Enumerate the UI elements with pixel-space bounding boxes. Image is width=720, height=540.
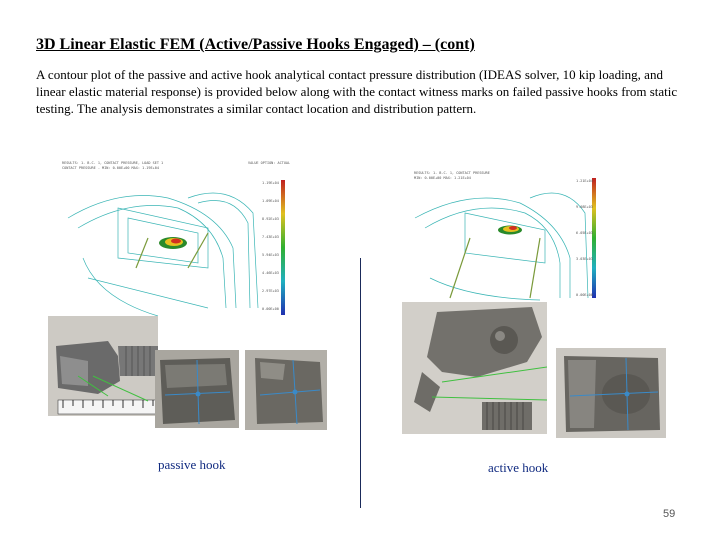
active-fem-contour-plot: [410, 168, 610, 303]
slide-title: 3D Linear Elastic FEM (Active/Passive Hooks Engaged) – (cont): [36, 36, 475, 53]
passive-hook-photo-witness-2: [245, 350, 327, 430]
svg-text:1.09E+04: 1.09E+04: [262, 199, 279, 203]
svg-text:RESULTS: 1- B.C. 1, CONTACT PR: RESULTS: 1- B.C. 1, CONTACT PRESSURE, LOAD SET 1: [62, 161, 164, 165]
passive-hook-photo-witness-1: [155, 350, 239, 428]
legend-colorbar-passive: [281, 180, 285, 315]
svg-text:RESULTS: 1- B.C. 1, CONTACT PR: RESULTS: 1- B.C. 1, CONTACT PRESSURE: [414, 171, 490, 175]
passive-hook-photo-overview: [48, 316, 158, 416]
svg-text:5.94E+03: 5.94E+03: [262, 253, 279, 257]
legend-colorbar-active: [592, 178, 596, 298]
svg-text:0.00E+00: 0.00E+00: [262, 307, 279, 311]
svg-text:4.46E+03: 4.46E+03: [262, 271, 279, 275]
svg-text:3.03E+03: 3.03E+03: [576, 257, 593, 261]
passive-fem-contour-plot: [58, 158, 293, 320]
active-hook-photo-overview: [402, 302, 547, 434]
svg-text:8.92E+03: 8.92E+03: [262, 217, 279, 221]
svg-text:2.97E+03: 2.97E+03: [262, 289, 279, 293]
svg-text:MIN: 0.00E+00 MAX: 1.21E+04: MIN: 0.00E+00 MAX: 1.21E+04: [414, 176, 471, 180]
active-hook-photo-witness: [556, 348, 666, 438]
svg-text:VALUE OPTION: ACTUAL: VALUE OPTION: ACTUAL: [248, 161, 291, 165]
page-number: 59: [663, 508, 676, 520]
svg-text:9.08E+03: 9.08E+03: [576, 205, 593, 209]
svg-text:1.21E+04: 1.21E+04: [576, 179, 593, 183]
svg-text:7.43E+03: 7.43E+03: [262, 235, 279, 239]
svg-text:CONTACT PRESSURE - MIN: 0.00E+: CONTACT PRESSURE - MIN: 0.00E+00 MAX: 1.19E+04: [62, 166, 159, 170]
svg-text:6.05E+03: 6.05E+03: [576, 231, 593, 235]
panel-divider: [360, 258, 361, 508]
slide-description: A contour plot of the passive and active hook analytical contact pressure distribution (IDEAS solver, 10 kip loading, and linear elastic material response) is provided below along with the contact witness marks on failed passive hooks from static testing. The analysis demonstrates a similar contact location and distribution pattern.: [36, 67, 678, 116]
svg-text:1.19E+04: 1.19E+04: [262, 181, 279, 185]
passive-hook-caption: passive hook: [158, 457, 226, 472]
active-hook-caption: active hook: [488, 460, 549, 475]
svg-text:0.00E+00: 0.00E+00: [576, 293, 593, 297]
